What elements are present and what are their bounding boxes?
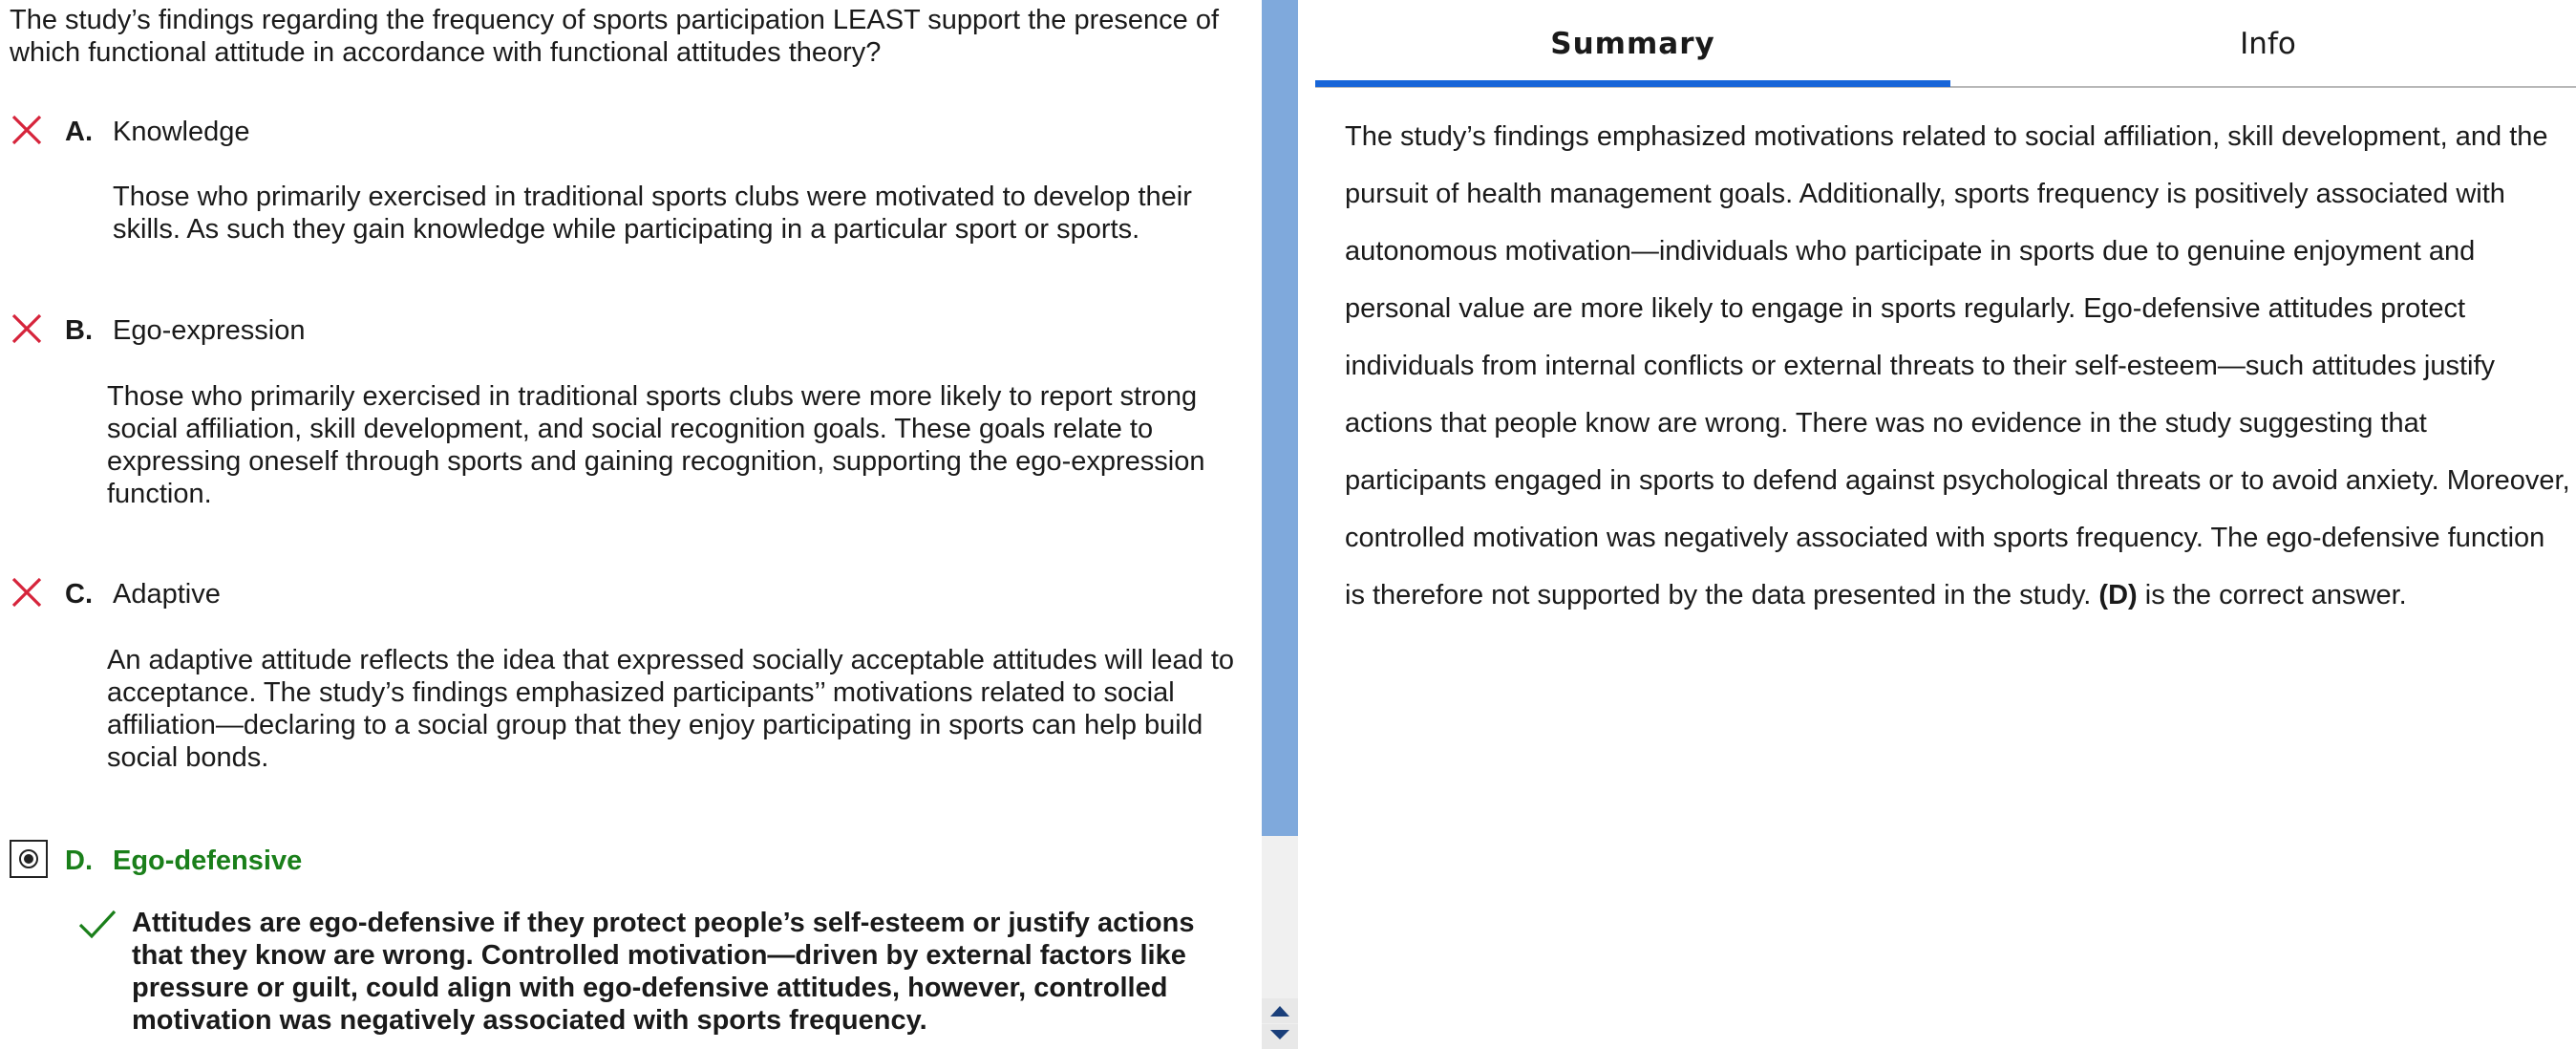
option-a-explanation: Those who primarily exercised in traditional sports clubs were motivated to develop their skills. As such they gain knowledge while participating in a particular sport or sports. bbox=[113, 182, 1192, 245]
option-letter: B. bbox=[65, 315, 93, 346]
arrow-down-icon bbox=[1262, 1024, 1298, 1043]
option-letter: D. bbox=[65, 846, 93, 876]
question-pane bbox=[0, 0, 1262, 1043]
explanation-pane bbox=[1315, 0, 2576, 1043]
option-letter: C. bbox=[65, 579, 93, 610]
option-a[interactable] bbox=[0, 111, 1232, 153]
tab-bar bbox=[1315, 0, 2576, 88]
option-c[interactable] bbox=[0, 573, 1232, 615]
incorrect-x-icon bbox=[10, 113, 44, 147]
tab-info[interactable]: Info bbox=[2240, 27, 2296, 61]
tab-summary[interactable]: Summary bbox=[1550, 27, 1715, 61]
incorrect-x-icon bbox=[10, 311, 44, 346]
question-text: The study’s findings regarding the frequency of sports participation LEAST support the presence of which functional attitude in accordance with functional attitudes theory? bbox=[10, 5, 1220, 68]
radio-selected-icon[interactable] bbox=[10, 840, 48, 878]
checkmark-icon bbox=[76, 908, 118, 942]
answer-reference: (D) bbox=[2098, 580, 2138, 610]
incorrect-x-icon bbox=[10, 575, 44, 610]
scroll-thumb[interactable] bbox=[1262, 0, 1298, 836]
option-label: Adaptive bbox=[113, 579, 221, 610]
option-label: Knowledge bbox=[113, 117, 250, 147]
summary-tail: is the correct answer. bbox=[2137, 580, 2407, 610]
option-b[interactable] bbox=[0, 310, 1232, 352]
active-tab-indicator bbox=[1315, 80, 1950, 87]
arrow-up-icon bbox=[1262, 998, 1298, 1023]
option-label: Ego-defensive bbox=[113, 846, 303, 876]
option-letter: A. bbox=[65, 117, 93, 147]
scrollbar[interactable] bbox=[1262, 0, 1298, 1043]
scroll-down-button[interactable] bbox=[1262, 1024, 1298, 1049]
option-d-explanation: Attitudes are ego-defensive if they protect people’s self-esteem or justify actions that they know are wrong. Controlled motivation—driven by external factors like pressure or guilt, could align with ego-defensive attitudes, however, controlled motivation was negatively associated with sports frequency. bbox=[132, 908, 1195, 1036]
option-b-explanation: Those who primarily exercised in traditional sports clubs were more likely to report strong social affiliation, skill development, and social recognition goals. These goals relate to expressing oneself through sports and gaining recognition, supporting the ego-expression function. bbox=[107, 381, 1205, 509]
option-c-explanation: An adaptive attitude reflects the idea that expressed socially acceptable attitudes will lead to acceptance. The study’s findings emphasized participants’’ motivations related to social affiliation—declaring to a social group that they enjoy participating in sports can help build social bonds. bbox=[107, 645, 1235, 773]
option-label: Ego-expression bbox=[113, 315, 306, 346]
option-d[interactable] bbox=[0, 840, 1232, 882]
summary-text bbox=[1345, 108, 2572, 624]
scroll-up-button[interactable] bbox=[1262, 998, 1298, 1023]
summary-body: The study’s findings emphasized motivations related to social affiliation, skill development, and the pursuit of health management goals. Additionally, sports frequency is positively associated with autonomous motivation—individuals who participate in sports due to genuine enjoyment and personal value are more likely to engage in sports regularly. Ego-defensive attitudes protect individuals from internal conflicts or external threats to their self-esteem—such attitudes justify actions that people know are wrong. There was no evidence in the study suggesting that participants engaged in sports to defend against psychological threats or to avoid anxiety. Moreover, controlled motivation was negatively associated with sports frequency. The ego-defensive function is therefore not supported by the data presented in the study. bbox=[1345, 121, 2570, 610]
